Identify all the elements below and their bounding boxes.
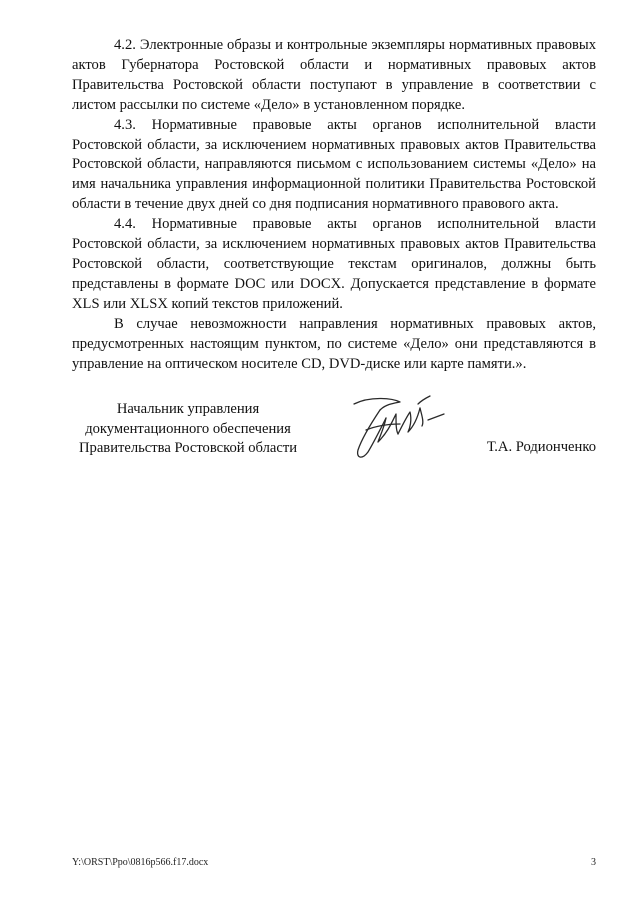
- position-line: Начальник управления: [116, 401, 260, 417]
- paragraph-4-4: 4.4. Нормативные правовые акты органов исполнительной власти Ростовской области, за исключением нормативных правовых актов Правительства Ростовской области, соответствующие текстам оригиналов, должны быть представлены в формате DOC или DOCX. Допускается представление в формате XLS или XLSX копий текстов приложений.: [72, 216, 596, 312]
- handwritten-signature: [340, 390, 450, 468]
- page-number: 3: [591, 857, 596, 868]
- file-path: Y:\ORST\Ppo\0816p566.f17.docx: [72, 857, 209, 868]
- document-body: [72, 36, 596, 374]
- paragraph-closing: В случае невозможности направления нормативных правовых актов, предусмотренных настоящим пунктом, по системе «Дело» они представляются в управление на оптическом носителе CD, DVD-диске или карте памяти.».: [72, 315, 596, 372]
- paragraph-4-3: 4.3. Нормативные правовые акты органов исполнительной власти Ростовской области, за исключением нормативных правовых актов Правительства Ростовской области, направляются письмом с использованием системы «Дело» на имя начальника управления информационной политики Правительства Ростовской области в течение двух дней со дня подписания нормативного правового акта.: [72, 116, 596, 213]
- paragraph-4-2: 4.2. Электронные образы и контрольные экземпляры нормативных правовых актов Губернатора Ростовской области и нормативных правовых актов Правительства Ростовской области поступают в управление в соответствии с листом рассылки по системе «Дело» в установленном порядке.: [72, 37, 596, 113]
- position-line: документационного обеспечения: [85, 420, 291, 437]
- signature-block: [72, 400, 596, 490]
- signer-position: [72, 400, 304, 459]
- position-line: Правительства Ростовской области: [78, 440, 298, 456]
- signer-name: Т.А. Родионченко: [486, 439, 596, 455]
